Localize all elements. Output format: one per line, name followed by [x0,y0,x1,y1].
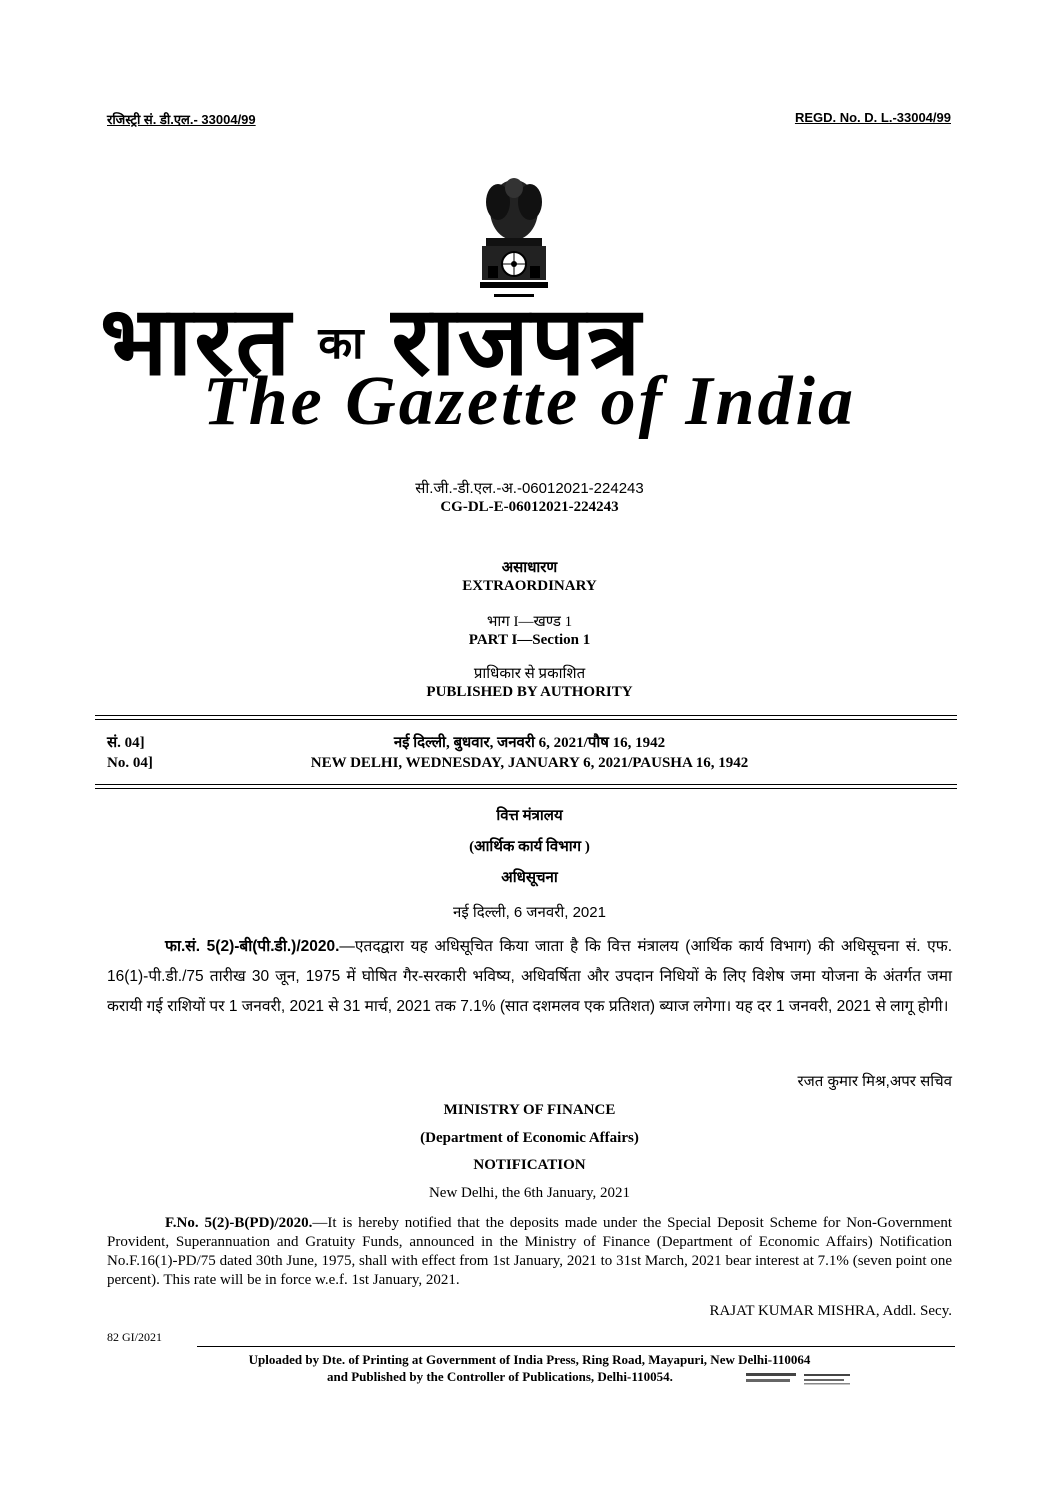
extraordinary-hindi: असाधारण [501,560,558,576]
signatory-english: RAJAT KUMAR MISHRA, Addl. Secy. [709,1303,952,1319]
notification-body-hindi [107,932,952,1022]
issue-number-english: No. 04] [107,755,153,771]
registration-number-hindi: रजिस्ट्री सं. डी.एल.- 33004/99 [107,112,256,127]
notification-text-hindi: —एतदद्वारा यह अधिसूचित किया जाता है कि वित्त मंत्रालय (आर्थिक कार्य विभाग) की अधिसूचना सं. एफ. 16(1)-पी.डी./75 तारीख 30 जून, 1975 में घोषित गैर-सरकारी भविष्य, अधिवर्षिता और उपदान निधियों के लिए विशेष जमा योजना के अंतर्गत जमा करायी गई राशियों पर 1 जनवरी, 2021 से 31 मार्च, 2021 तक 7.1% (सात दशमलव एक प्रतिशत) ब्याज लगेगा। यह दर 1 जनवरी, 2021 से लागू होगी। [107,938,953,1015]
registration-number-english: REGD. No. D. L.-33004/99 [794,110,951,125]
part-section-hindi: भाग I—खण्ड 1 [486,614,573,630]
part-section-english: PART I—Section 1 [468,632,591,648]
masthead-hindi-right: राजपत्र [391,288,643,395]
masthead-hindi-mid: का [318,319,366,368]
place-date-hindi: नई दिल्ली, 6 जनवरी, 2021 [453,904,606,921]
signatory-hindi: रजत कुमार मिश्र,अपर सचिव [797,1073,952,1090]
gazette-code-english: CG-DL-E-06012021-224243 [440,499,619,515]
issue-date-english: NEW DELHI, WEDNESDAY, JANUARY 6, 2021/PAUSHA 16, 1942 [310,755,749,771]
published-by-authority-hindi: प्राधिकार से प्रकाशित [473,666,586,682]
notification-title-english: NOTIFICATION [473,1157,586,1173]
masthead-hindi-left: भारत [100,288,293,395]
department-hindi: (आर्थिक कार्य विभाग ) [469,839,590,855]
notification-body-english [107,1214,952,1290]
rule-bottom-2 [95,788,957,789]
file-number-english: F.No. 5(2)-B(PD)/2020. [165,1215,313,1231]
notification-title-hindi: अधिसूचना [501,870,558,886]
ministry-english: MINISTRY OF FINANCE [443,1102,616,1118]
issue-number-hindi: सं. 04] [107,735,145,751]
rule-top-1 [95,715,957,716]
issue-date-hindi: नई दिल्ली, बुधवार, जनवरी 6, 2021/पौष 16, 1942 [393,735,666,751]
rule-bottom-1 [95,784,957,785]
print-code: 82 GI/2021 [107,1330,162,1344]
extraordinary-english: EXTRAORDINARY [462,578,597,594]
ministry-hindi: वित्त मंत्रालय [496,808,563,824]
place-date-english: New Delhi, the 6th January, 2021 [428,1185,631,1201]
digital-signature-icon [746,1371,852,1387]
footer-rule [197,1346,955,1347]
published-by-authority-english: PUBLISHED BY AUTHORITY [426,684,633,700]
department-english: (Department of Economic Affairs) [420,1130,639,1146]
masthead-english: The Gazette of India [202,363,857,440]
gazette-code-hindi: सी.जी.-डी.एल.-अ.-06012021-224243 [415,480,644,497]
notification-text-english: —It is hereby notified that the deposits made under the Special Deposit Scheme for Non-Government Provident, Superannuation and Gratuity Funds, announced in the Ministry of Finance (Department of Economic Affairs) Notification No.F.16(1)-PD/75 dated 30th June, 1975, shall with effect from 1st January, 2021 to 31st March, 2021 bear interest at 7.1% (seven point one percent). This rate will be in force w.e.f. 1st January, 2021. [107,1215,953,1288]
file-number-hindi: फा.सं. 5(2)-बी(पी.डी.)/2020. [165,938,340,955]
rule-top-2 [95,719,957,720]
footer-line-1: Uploaded by Dte. of Printing at Government of India Press, Ring Road, Mayapuri, New Delhi-110064 [248,1352,811,1367]
footer-line-2: and Published by the Controller of Publications, Delhi-110054. [327,1369,673,1384]
